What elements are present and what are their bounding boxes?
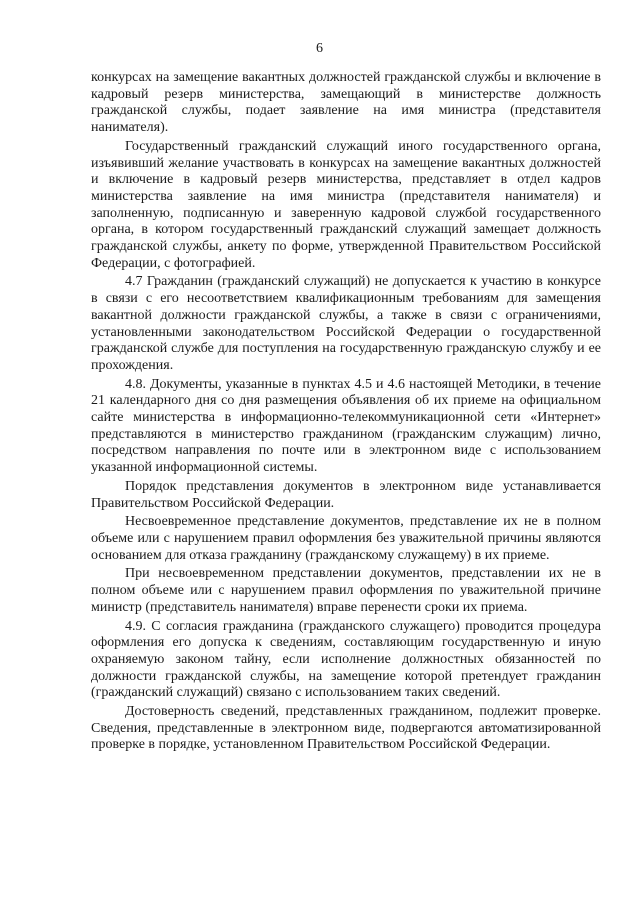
paragraph-valid-reason: При несвоевременном представлении документов, представлении их не в полном объеме или с нарушением правил оформления по уважительной причине министр (представитель нанимателя) вправе перенести сроки их приема. <box>91 566 601 615</box>
paragraph-electronic-procedure: Порядок представления документов в электронном виде устанавливается Правительством Российской Федерации. <box>91 478 601 511</box>
paragraph-civil-servant-other-agency: Государственный гражданский служащий иного государственного органа, изъявивший желание участвовать в конкурсах на замещение вакантных должностей и включение в кадровый резерв министерства, представляет в отдел кадров министерства заявление на имя министра (представителя нанимателя) и заполненную, подписанную и заверенную кадровой службой государственного органа, в котором государственный гражданский служащий замещает должность гражданской службы, анкету по форме, утвержденной Правительством Российской Федерации, с фотографией. <box>91 138 601 271</box>
paragraph-continuation: конкурсах на замещение вакантных должностей гражданской службы и включение в кадровый резерв министерства, замещающий в министерстве должность гражданской службы, подает заявление на имя министра (представителя нанимателя). <box>91 70 601 136</box>
paragraph-verification: Достоверность сведений, представленных гражданином, подлежит проверке. Сведения, представленные в электронном виде, подвергаются автоматизированной проверке в порядке, установленном Правительством Российской Федерации. <box>91 704 601 753</box>
paragraph-4-8: 4.8. Документы, указанные в пунктах 4.5 и 4.6 настоящей Методики, в течение 21 календарного дня со дня размещения объявления об их приеме на официальном сайте министерства в информационно-телекоммуникационной сети «Интернет» представляются в министерство гражданином (гражданским служащим) лично, посредством направления по почте или в электронном виде с использованием указанной информационной системы. <box>91 376 601 476</box>
paragraph-untimely-submission: Несвоевременное представление документов, представление их не в полном объеме или с нарушением правил оформления без уважительной причины являются основанием для отказа гражданину (гражданскому служащему) в их приеме. <box>91 514 601 563</box>
paragraph-4-7: 4.7 Гражданин (гражданский служащий) не допускается к участию в конкурсе в связи с его несоответствием квалификационным требованиям для замещения вакантной должности гражданской службы, а также в связи с ограничениями, установленными законодательством Российской Федерации о государственной гражданской службе для поступления на государственную гражданскую службу и ее прохождения. <box>91 274 601 373</box>
page-number: 6 <box>316 41 323 56</box>
document-body <box>91 70 601 756</box>
paragraph-4-9: 4.9. С согласия гражданина (гражданского служащего) проводится процедура оформления его допуска к сведениям, составляющим государственную и иную охраняемую законом тайну, если исполнение должностных обязанностей по должности гражданской службы, на замещение которой претендует гражданин (гражданский служащий) связано с использованием таких сведений. <box>91 618 601 701</box>
